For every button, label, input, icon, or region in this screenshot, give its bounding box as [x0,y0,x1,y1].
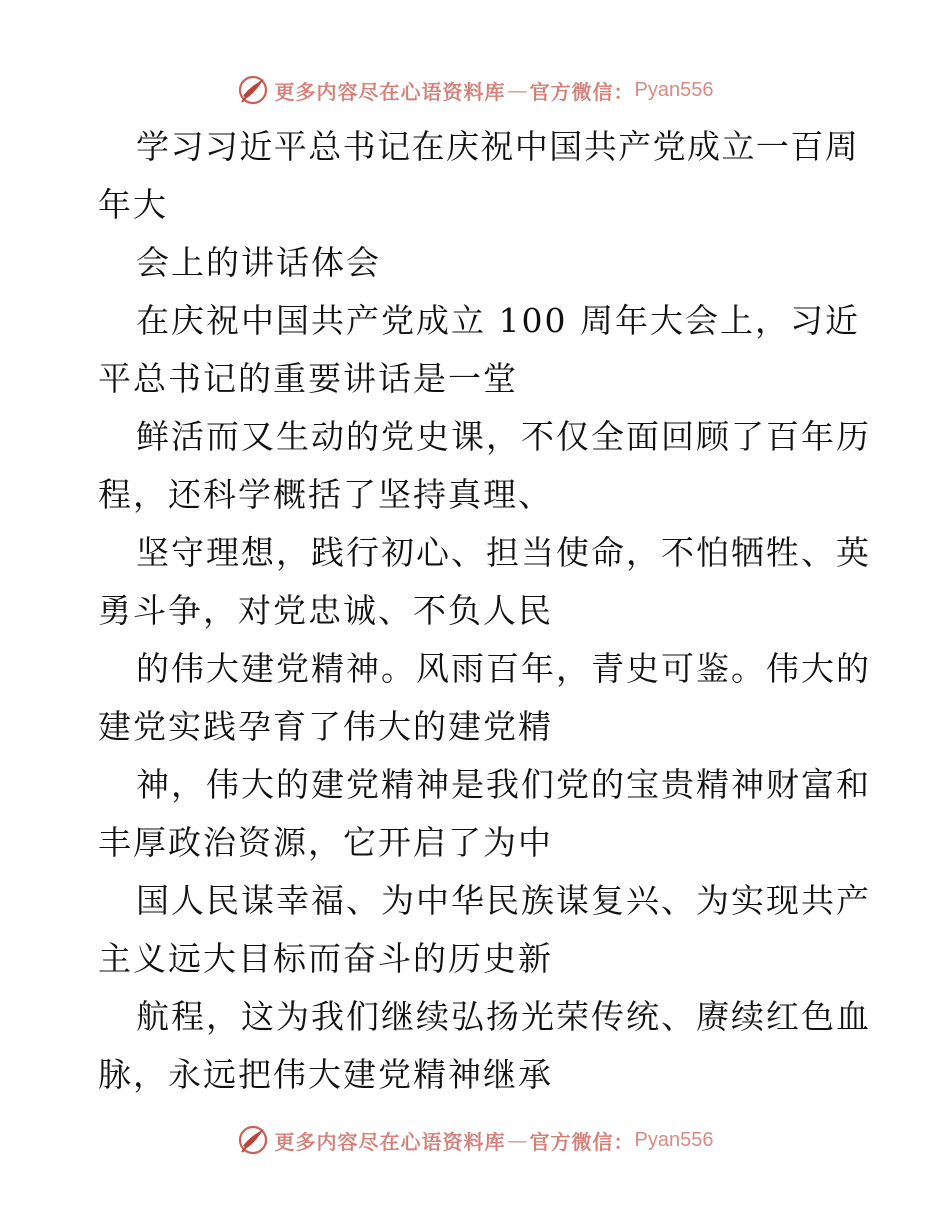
banner-contact: 官方微信： [529,79,635,104]
quill-logo-icon [237,1124,269,1156]
text-line: 主义远大目标而奋斗的历史新 [98,939,553,978]
header-banner [0,72,950,108]
text-line: 在庆祝中国共产党成立 100 周年大会上，习近 [136,301,860,340]
banner-wechat-id: Pyan556 [634,1128,714,1151]
text-line: 脉，永远把伟大建党精神继承 [98,1055,553,1094]
text-line: 坚守理想，践行初心、担当使命，不怕牺牲、英 [136,533,871,572]
text-line: 航程，这为我们继续弘扬光荣传统、赓续红色血 [136,997,871,1036]
banner-separator: — [507,1128,528,1152]
banner-separator: — [507,78,528,102]
text-line: 神，伟大的建党精神是我们党的宝贵精神财富和 [136,765,871,804]
text-line: 平总书记的重要讲话是一堂 [98,359,518,398]
footer-banner [0,1122,950,1158]
banner-text: 更多内容尽在心语资料库 [274,1129,506,1154]
text-line: 鲜活而又生动的党史课，不仅全面回顾了百年历 [136,417,871,456]
banner-contact: 官方微信： [529,1129,635,1154]
text-line: 勇斗争，对党忠诚、不负人民 [98,591,553,630]
banner-text: 更多内容尽在心语资料库 [274,79,506,104]
document-body [98,118,871,1104]
text-line: 学 习 习 近 平 总 书 记 在 庆 祝 中 国 共 产 党 成 立 一 百 周 [136,127,858,166]
text-line: 丰厚政治资源，它开启了为中 [98,823,553,862]
text-line: 会上的讲话体会 [136,243,381,282]
text-line: 国人民谋幸福、为中华民族谋复兴、为实现共产 [136,881,871,920]
banner-wechat-id: Pyan556 [634,78,714,101]
text-line: 年大 [98,185,168,224]
quill-logo-icon [237,74,269,106]
text-line: 建党实践孕育了伟大的建党精 [98,707,553,746]
text-line: 的伟大建党精神。风雨百年，青史可鉴。伟大的 [136,649,871,688]
text-line: 程，还科学概括了坚持真理、 [98,475,553,514]
